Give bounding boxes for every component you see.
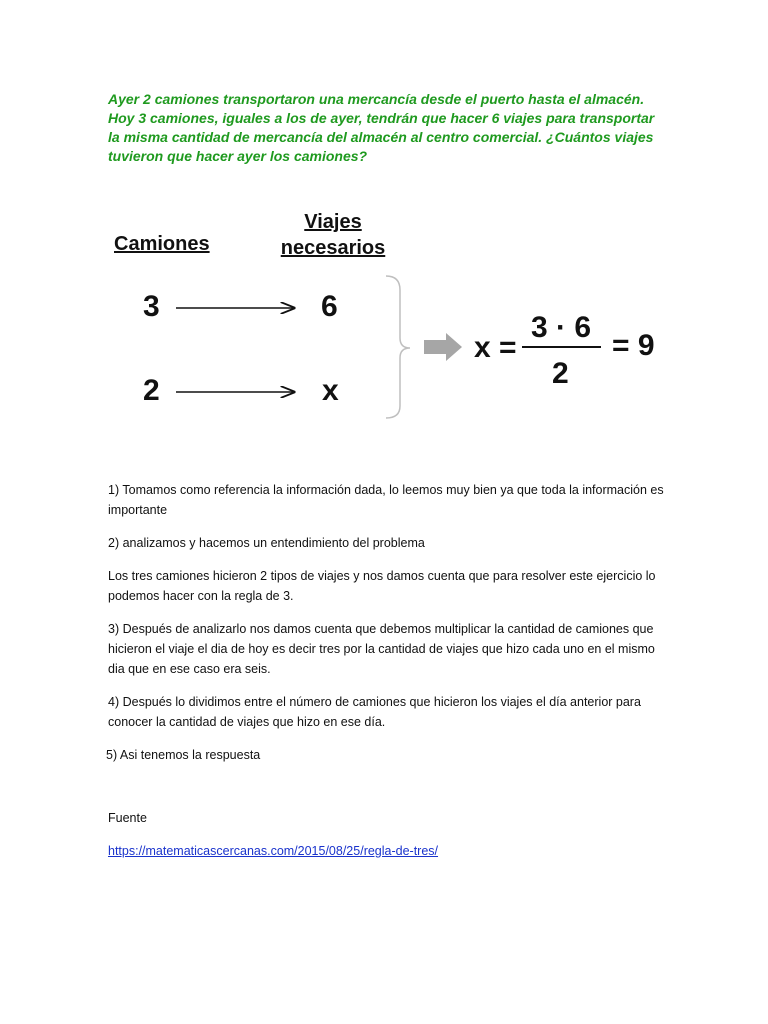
step-4: 4) Después lo dividimos entre el número de camiones que hicieron los viajes el día anterior para conocer la cantidad de viajes que hizo en ese día.: [108, 695, 641, 729]
row2-viajes-value: x: [322, 374, 339, 407]
source-link[interactable]: https://matematicascercanas.com/2015/08/25/regla-de-tres/: [108, 844, 439, 858]
step-2: 2) analizamos y hacemos un entendimiento del problema: [108, 536, 425, 550]
fuente-label: Fuente: [108, 811, 147, 825]
header-camiones: Camiones: [114, 233, 210, 255]
gray-arrow-icon: [424, 333, 462, 361]
row1-camiones-value: 3: [143, 290, 160, 323]
equation-lhs: x =: [474, 331, 517, 364]
step-1: 1) Tomamos como referencia la información dada, lo leemos muy bien ya que toda la información es importante: [108, 483, 664, 517]
row1-viajes-value: 6: [321, 290, 338, 323]
step-3: 3) Después de analizarlo nos damos cuenta que debemos multiplicar la cantidad de camiones que hicieron el viaje el dia de hoy es decir tres por la cantidad de viajes que hizo cada uno en el mismo dia que en ese caso era seis.: [108, 622, 655, 676]
step-explanation: Los tres camiones hicieron 2 tipos de viajes y nos damos cuenta que para resolver este ejercicio lo podemos hacer con la regla de 3.: [108, 569, 656, 603]
step-5: 5) Asi tenemos la respuesta: [106, 748, 261, 762]
problem-statement: Ayer 2 camiones transportaron una mercancía desde el puerto hasta el almacén. Hoy 3 camiones, iguales a los de ayer, tendrán que hacer 6 viajes para transportar la misma cantidad de mercancía del almacén al centro comercial. ¿Cuántos viajes tuvieron que hacer ayer los camiones?: [108, 91, 655, 164]
header-viajes-line2: necesarios: [280, 237, 386, 259]
diagram-graphics: [0, 0, 768, 460]
row2-camiones-value: 2: [143, 374, 160, 407]
header-viajes-line1: Viajes: [304, 211, 362, 233]
equation-numerator: 3 · 6: [531, 311, 592, 344]
right-brace: [386, 276, 410, 418]
solution-steps: [108, 480, 664, 778]
equation-result: = 9: [612, 329, 655, 362]
equation-denominator: 2: [552, 357, 569, 390]
